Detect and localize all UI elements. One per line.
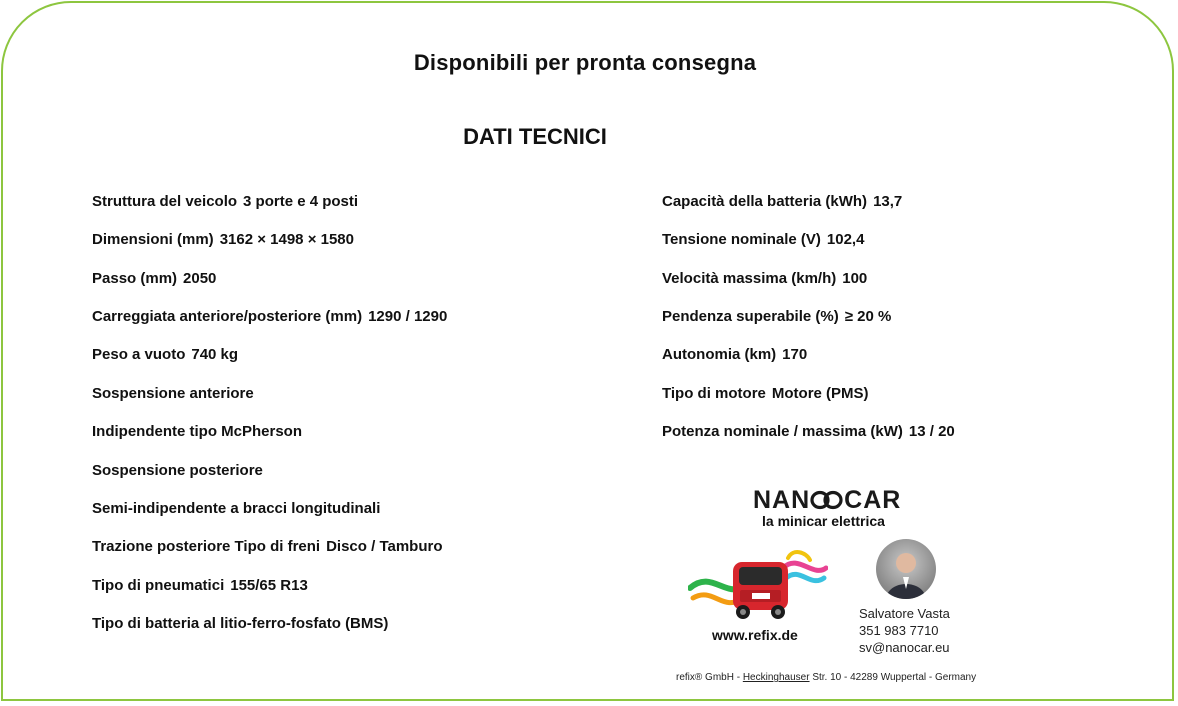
- spec-label: Pendenza superabile (%): [662, 308, 839, 325]
- spec-value: 2050: [183, 270, 217, 287]
- spec-row: [92, 538, 443, 555]
- contact-name: Salvatore Vasta: [859, 606, 950, 621]
- footer-address: [676, 672, 976, 683]
- spec-label: Tipo di motore: [662, 385, 766, 402]
- footer-rest: Str. 10 - 42289 Wuppertal - Germany: [809, 672, 977, 683]
- logo-text-prefix: NAN: [753, 486, 811, 514]
- section-title: DATI TECNICI: [463, 124, 607, 149]
- spec-label: Tipo di pneumatici: [92, 577, 225, 594]
- spec-value: 102,4: [826, 231, 865, 248]
- spec-row: [92, 577, 308, 594]
- spec-row: [92, 615, 388, 632]
- spec-label: Tipo di batteria al litio-ferro-fosfato (BMS): [92, 615, 389, 632]
- footer-company: refix® GmbH -: [676, 672, 743, 683]
- car-illustration: [688, 548, 828, 628]
- spec-label: Dimensioni (mm): [92, 231, 214, 248]
- spec-label: Sospensione posteriore: [92, 462, 263, 479]
- spec-label: Struttura del veicolo: [92, 193, 238, 210]
- spec-value: ≥ 20 %: [844, 308, 892, 325]
- spec-row: [92, 308, 447, 325]
- spec-row: [662, 308, 891, 325]
- spec-label: Velocità massima (km/h): [662, 270, 837, 287]
- logo-text-suffix: CAR: [844, 486, 902, 514]
- spec-value: 3162 × 1498 × 1580: [219, 231, 354, 248]
- spec-label: Capacità della batteria (kWh): [662, 193, 868, 210]
- spec-value: 740 kg: [191, 346, 239, 363]
- spec-label: Peso a vuoto: [92, 346, 186, 363]
- spec-value: 1290 / 1290: [368, 308, 448, 325]
- spec-row: [662, 193, 902, 210]
- spec-row: [662, 346, 807, 363]
- spec-value: 155/65 R13: [230, 577, 308, 594]
- spec-label: Semi-indipendente a bracci longitudinali: [92, 500, 381, 517]
- spec-label: Potenza nominale / massima (kW): [662, 423, 903, 440]
- avatar: [876, 539, 936, 599]
- nanocar-logo: [753, 486, 901, 515]
- brand-tagline: la minicar elettrica: [762, 513, 885, 529]
- spec-label: Passo (mm): [92, 270, 178, 287]
- spec-row: [662, 423, 955, 440]
- spec-row: [92, 462, 263, 479]
- spec-label: Trazione posteriore Tipo di freni: [92, 538, 321, 555]
- spec-value: 170: [782, 346, 808, 363]
- spec-row: [92, 270, 216, 287]
- spec-row: [92, 385, 254, 402]
- spec-row: [92, 231, 354, 248]
- spec-label: Carreggiata anteriore/posteriore (mm): [92, 308, 363, 325]
- infinity-o-icon: [810, 490, 844, 510]
- spec-row: [92, 423, 302, 440]
- spec-label: Sospensione anteriore: [92, 385, 254, 402]
- spec-value: 13,7: [873, 193, 903, 210]
- contact-email[interactable]: sv@nanocar.eu: [859, 640, 950, 655]
- spec-label: Autonomia (km): [662, 346, 777, 363]
- spec-row: [92, 346, 238, 363]
- website-link[interactable]: www.refix.de: [712, 627, 798, 643]
- spec-value: Disco / Tamburo: [326, 538, 443, 555]
- spec-value: 13 / 20: [908, 423, 955, 440]
- person-icon: [876, 539, 936, 599]
- spec-value: Motore (PMS): [771, 385, 869, 402]
- spec-row: [662, 270, 867, 287]
- spec-row: [92, 500, 380, 517]
- footer-street: Heckinghauser: [742, 672, 810, 683]
- contact-phone: 351 983 7710: [859, 623, 939, 638]
- headline: Disponibili per pronta consegna: [413, 50, 757, 75]
- spec-value: 100: [842, 270, 868, 287]
- spec-row: [92, 193, 358, 210]
- spec-row: [662, 385, 869, 402]
- spec-row: [662, 231, 864, 248]
- spec-label: Indipendente tipo McPherson: [92, 423, 303, 440]
- spec-value: 3 porte e 4 posti: [243, 193, 359, 210]
- spec-label: Tensione nominale (V): [662, 231, 821, 248]
